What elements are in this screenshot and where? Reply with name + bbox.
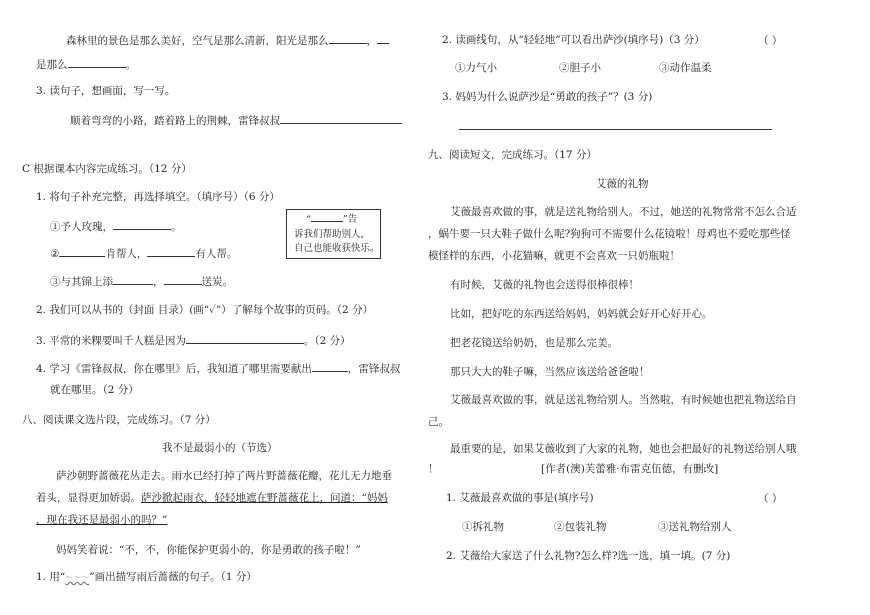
- passage-title: 我不是最弱小的（节选）: [162, 442, 278, 454]
- r2-option-2: ②胆子小: [559, 62, 601, 74]
- wavy-line-sample: ～～～: [65, 573, 90, 582]
- c2-question: 2. 我们可以从书的（封面 目录）(画“✓”）了解每个故事的页码。（2 分）: [36, 304, 374, 316]
- answer-blank[interactable]: [113, 219, 171, 230]
- r2-option-1: ①力气小: [455, 62, 497, 74]
- text-segment: 送炭。: [201, 276, 233, 288]
- q9-1-answer-paren[interactable]: （ ）: [758, 493, 783, 505]
- text-segment: 1. 用“: [36, 571, 66, 583]
- text-segment: “: [306, 214, 311, 225]
- answer-blank[interactable]: [59, 246, 105, 257]
- answer-line[interactable]: [459, 129, 772, 130]
- story-source: [作者(澳)芙蕾雅·布雷克伍德，有删改]: [541, 463, 719, 475]
- q8-1-question: [36, 570, 257, 585]
- answer-blank[interactable]: [329, 33, 367, 44]
- c1-item-1: [50, 219, 182, 234]
- question-3-sentence: [70, 113, 402, 128]
- r2-answer-paren[interactable]: （ ）: [758, 35, 783, 47]
- text-segment: ①予人玫瑰，: [50, 221, 113, 233]
- callout-line-3: 自己也能收获快乐。: [294, 243, 380, 254]
- fill-line-1: [66, 33, 389, 48]
- story-line-6: 把老花镜送给奶奶，也是那么完美。: [450, 337, 618, 349]
- fill-line-2: [36, 57, 136, 72]
- text-segment: 。: [125, 59, 136, 71]
- r2-option-3: ③动作温柔: [659, 62, 712, 74]
- c1-item-3: [50, 274, 233, 289]
- text-segment: 4. 学习《雷锋叔叔，你在哪里》后，我知道了哪里需要献出: [36, 363, 312, 375]
- text-segment: ”告: [342, 214, 358, 225]
- q9-1-option-1: ①拆礼物: [462, 521, 504, 533]
- callout-box: [286, 209, 381, 259]
- underlined-sentence: 萨沙掀起雨衣，轻轻地遮在野蔷薇花上，问道：“妈妈: [141, 492, 388, 504]
- story-line-11: ！: [428, 463, 439, 475]
- passage-line-3: ，现在我还是最弱小的吗？”: [36, 514, 168, 526]
- text-segment: ，: [366, 35, 377, 47]
- c1-item-2: [50, 246, 237, 261]
- text-segment: 森林里的景色是那么美好，空气是那么清新，阳光是那么: [66, 35, 329, 47]
- q9-2-question: 2. 艾薇给大家送了什么礼物?怎么样?选一选，填一填。(7 分): [446, 550, 731, 562]
- answer-blank[interactable]: [147, 246, 195, 257]
- text-segment: ③与其锦上添: [50, 276, 113, 288]
- text-segment: ②: [50, 248, 60, 260]
- c4-question: [36, 361, 400, 376]
- answer-blank[interactable]: [186, 333, 304, 344]
- text-segment: 顺着弯弯的小路，踏着路上的荆棘，雷锋叔叔: [70, 115, 280, 127]
- text-segment: 有人帮。: [195, 248, 238, 260]
- story-line-2: ，蜗牛要一只大鞋子做什么呢?狗狗可不需要什么花镜啦！母鸡也不爱吃那些怪: [428, 228, 791, 240]
- passage-line-4: 妈妈笑着说：“不，不，你能保护更弱小的，你是勇敢的孩子啦！”: [56, 544, 361, 556]
- question-3-label: 3. 读句子，想画面，写一写。: [36, 85, 176, 97]
- c1-label: 1. 将句子补充完整，再选择填空。（填序号）（6 分）: [36, 191, 280, 203]
- text-segment: 。: [171, 221, 182, 233]
- text-segment: ，: [153, 276, 164, 288]
- r3-question: 3. 妈妈为什么说萨沙是“勇敢的孩子”？(3 分): [442, 91, 653, 103]
- story-line-1: 艾薇最喜欢做的事，就是送礼物给别人。不过，她送的礼物常常不怎么合适: [450, 206, 797, 218]
- section-c-title: C 根据课本内容完成练习。（12 分）: [22, 163, 192, 175]
- passage-line-1: 萨沙朝野蔷薇花丛走去。雨水已经打掉了两片野蔷薇花瓣，花儿无力地垂: [56, 470, 392, 482]
- story-line-7: 那只大大的鞋子嘛，当然应该送给爸爸啦！: [450, 366, 650, 378]
- r2-question: 2. 读画线句，从“轻轻地”可以看出萨沙(填序号)（3 分）: [442, 34, 705, 46]
- callout-line-2: 诉我们帮助别人，: [294, 229, 371, 240]
- story-line-5: 比如，把好吃的东西送给妈妈，妈妈就会好开心好开心。: [450, 308, 713, 320]
- answer-blank[interactable]: [311, 213, 343, 222]
- text-segment: 3. 平常的米粿要叫千人糕是因为: [36, 335, 186, 347]
- c3-question: [36, 333, 351, 348]
- section-9-title: 九、阅读短文，完成练习。（17 分）: [428, 149, 597, 161]
- answer-blank[interactable]: [377, 33, 389, 44]
- text-segment: ”画出描写雨后蔷薇的句子。（1 分）: [89, 571, 257, 583]
- answer-blank[interactable]: [113, 274, 153, 285]
- q9-1-option-3: ③送礼物给别人: [658, 521, 732, 533]
- story-line-9: 己。: [428, 416, 449, 428]
- answer-blank[interactable]: [280, 113, 402, 124]
- answer-blank[interactable]: [68, 57, 126, 68]
- text-segment: 着头，显得更加娇弱。: [36, 492, 141, 504]
- c4-question-cont: 就在哪里。（2 分）: [50, 384, 139, 396]
- text-segment: ，雷锋叔叔: [347, 363, 401, 375]
- section-8-title: 八、阅读课文选片段，完成练习。（7 分）: [22, 414, 216, 426]
- story-line-3: 模怪样的东西，小花猫嘛，就更不会喜欢一只奶瓶啦！: [428, 250, 680, 262]
- story-line-8: 艾薇最喜欢做的事，就是送礼物给别人。当然啦，有时候她也把礼物送给自: [450, 394, 797, 406]
- text-segment: 肯帮人，: [105, 248, 148, 260]
- callout-line-1: [306, 213, 357, 227]
- passage-line-2: [36, 491, 388, 505]
- text-segment: 。（2 分）: [303, 335, 351, 347]
- story-line-10: 最重要的是，如果艾薇收到了大家的礼物，她也会把最好的礼物送给别人哦: [450, 443, 797, 455]
- story-line-4: 有时候，艾薇的礼物也会送得很棒很棒！: [450, 279, 639, 291]
- q9-1-option-2: ②包装礼物: [554, 521, 607, 533]
- answer-blank[interactable]: [312, 361, 348, 372]
- answer-blank[interactable]: [164, 274, 202, 285]
- text-segment: 是那么: [36, 59, 68, 71]
- q9-1-question: 1. 艾薇最喜欢做的事是(填序号): [446, 492, 594, 504]
- story-title: 艾薇的礼物: [596, 178, 649, 190]
